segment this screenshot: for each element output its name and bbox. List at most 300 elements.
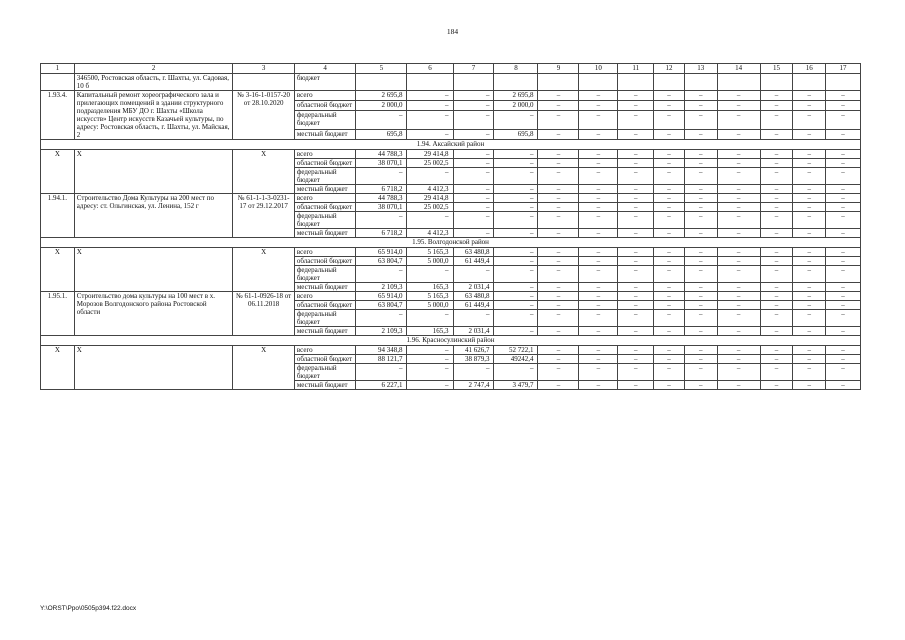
item-number: 1.94.1. [41,194,75,238]
value-cell: 44 788,3 [356,194,407,203]
value-cell [407,74,453,91]
value-cell [618,74,654,91]
value-cell: – [453,129,494,139]
value-cell: – [760,185,793,194]
value-cell: – [684,310,717,327]
value-cell: – [579,111,618,130]
value-cell: – [684,346,717,355]
value-cell: – [453,229,494,238]
value-cell: – [760,194,793,203]
header-cell: 14 [717,64,760,74]
value-cell: – [579,355,618,364]
value-cell: – [579,150,618,159]
table-row [41,346,861,355]
value-cell: 5 000,0 [407,301,453,310]
budget-table [40,63,861,390]
value-cell: – [654,248,685,257]
value-cell: – [684,159,717,168]
value-cell: – [538,327,579,336]
value-cell: – [538,129,579,139]
value-cell: – [579,327,618,336]
value-cell: 29 414,8 [407,150,453,159]
value-cell: – [654,203,685,212]
value-cell: – [654,212,685,229]
value-cell: 38 879,3 [453,355,494,364]
table-row [41,248,861,257]
value-cell: – [538,266,579,283]
value-cell: 65 914,0 [356,292,407,301]
value-cell: – [538,203,579,212]
value-cell [538,74,579,91]
value-cell: 4 412,3 [407,229,453,238]
value-cell: – [717,301,760,310]
value-cell: – [826,91,861,101]
value-cell: – [356,168,407,185]
value-cell: – [618,346,654,355]
item-number: 1.93.4. [41,91,75,140]
header-cell: 8 [494,64,538,74]
value-cell: – [579,159,618,168]
value-cell: – [793,257,826,266]
value-cell: – [793,355,826,364]
value-cell: 6 718,2 [356,185,407,194]
value-cell: – [579,310,618,327]
header-cell: 13 [684,64,717,74]
value-cell: – [654,229,685,238]
funding-source: всего [294,292,355,301]
item-document: № 61-1-0926-18 от 06.11.2018 [233,292,294,336]
value-cell: 49242,4 [494,355,538,364]
value-cell: – [793,129,826,139]
value-cell: 165,3 [407,283,453,292]
value-cell: – [654,327,685,336]
header-cell: 15 [760,64,793,74]
value-cell: 5 165,3 [407,292,453,301]
value-cell: 2 031,4 [453,283,494,292]
value-cell: – [494,212,538,229]
value-cell: – [760,266,793,283]
value-cell: – [760,229,793,238]
value-cell: – [538,257,579,266]
value-cell: – [717,310,760,327]
funding-source: всего [294,91,355,101]
value-cell: 2 109,3 [356,327,407,336]
value-cell: – [579,364,618,381]
value-cell: – [538,248,579,257]
value-cell: – [407,381,453,390]
value-cell: – [684,301,717,310]
value-cell: – [826,310,861,327]
header-cell: 4 [294,64,355,74]
value-cell: – [579,101,618,111]
value-cell: – [579,129,618,139]
value-cell: – [654,159,685,168]
value-cell: – [618,257,654,266]
value-cell: – [538,283,579,292]
funding-source: местный бюджет [294,327,355,336]
value-cell: – [453,101,494,111]
value-cell: 38 070,1 [356,203,407,212]
value-cell: – [453,159,494,168]
value-cell: – [717,91,760,101]
header-cell: 12 [654,64,685,74]
header-cell: 6 [407,64,453,74]
value-cell: – [654,257,685,266]
value-cell: 63 480,8 [453,292,494,301]
value-cell: – [717,159,760,168]
value-cell: – [717,381,760,390]
funding-source: федеральный бюджет [294,364,355,381]
value-cell: – [760,212,793,229]
value-cell: – [453,91,494,101]
value-cell: – [826,129,861,139]
value-cell: – [760,203,793,212]
page-number: 184 [446,27,459,36]
value-cell: – [407,346,453,355]
value-cell: – [494,194,538,203]
value-cell: 165,3 [407,327,453,336]
funding-source: местный бюджет [294,229,355,238]
value-cell: – [760,364,793,381]
value-cell: – [407,355,453,364]
value-cell: 6 227,1 [356,381,407,390]
value-cell: – [654,346,685,355]
value-cell: – [793,194,826,203]
value-cell: – [654,111,685,130]
value-cell: – [494,327,538,336]
value-cell: – [760,111,793,130]
value-cell: – [538,355,579,364]
value-cell: – [538,111,579,130]
value-cell: – [494,248,538,257]
value-cell: 65 914,0 [356,248,407,257]
value-cell: – [618,355,654,364]
value-cell: – [717,150,760,159]
value-cell: – [618,310,654,327]
value-cell: – [407,91,453,101]
value-cell: – [826,168,861,185]
value-cell: – [579,292,618,301]
value-cell: – [760,248,793,257]
value-cell: – [684,283,717,292]
value-cell: – [717,185,760,194]
value-cell: – [618,292,654,301]
funding-source: всего [294,346,355,355]
value-cell [826,74,861,91]
funding-source: федеральный бюджет [294,266,355,283]
value-cell: – [618,203,654,212]
value-cell: – [760,301,793,310]
value-cell: – [618,229,654,238]
value-cell: – [826,212,861,229]
value-cell: – [654,381,685,390]
value-cell: – [453,150,494,159]
value-cell: – [494,111,538,130]
value-cell: 63 480,8 [453,248,494,257]
value-cell: 4 412,3 [407,185,453,194]
value-cell: – [793,310,826,327]
item-description: Строительство Дома Культуры на 200 мест по адресу: ст. Ольгинская, ул. Ленина, 152 г [74,194,233,238]
value-cell: – [618,301,654,310]
value-cell: – [760,310,793,327]
value-cell: – [793,248,826,257]
value-cell: – [407,168,453,185]
value-cell: – [579,194,618,203]
value-cell: 695,8 [494,129,538,139]
item-number: Х [41,346,75,390]
value-cell: – [538,229,579,238]
item-description: Х [74,346,233,390]
value-cell: – [579,266,618,283]
value-cell: – [717,355,760,364]
header-cell: 7 [453,64,494,74]
value-cell: – [407,101,453,111]
value-cell: – [494,301,538,310]
value-cell: – [538,292,579,301]
value-cell: – [793,292,826,301]
value-cell: – [717,111,760,130]
value-cell: – [684,129,717,139]
value-cell: – [793,381,826,390]
value-cell: 25 002,5 [407,203,453,212]
value-cell: – [717,364,760,381]
value-cell: – [793,327,826,336]
value-cell: – [684,168,717,185]
value-cell: – [717,266,760,283]
header-cell: 2 [74,64,233,74]
item-description: Х [74,150,233,194]
value-cell: – [760,150,793,159]
value-cell: – [684,292,717,301]
value-cell: – [684,364,717,381]
value-cell: – [717,129,760,139]
section-row [41,336,861,346]
value-cell: – [760,292,793,301]
section-title: 1.94. Аксайский район [41,140,861,150]
value-cell: – [453,266,494,283]
value-cell: – [453,212,494,229]
value-cell: – [654,266,685,283]
value-cell: – [826,203,861,212]
value-cell: – [793,364,826,381]
item-document [233,74,294,91]
funding-source: федеральный бюджет [294,310,355,327]
value-cell: – [826,150,861,159]
value-cell: – [793,229,826,238]
value-cell: 5 165,3 [407,248,453,257]
value-cell: – [717,194,760,203]
funding-source: областной бюджет [294,257,355,266]
value-cell: – [494,203,538,212]
value-cell: – [826,301,861,310]
value-cell: – [793,150,826,159]
value-cell: – [717,229,760,238]
value-cell [494,74,538,91]
value-cell: – [407,266,453,283]
value-cell: – [717,346,760,355]
value-cell: – [494,229,538,238]
value-cell: – [654,364,685,381]
value-cell: – [684,185,717,194]
value-cell: – [684,248,717,257]
item-document: Х [233,248,294,292]
value-cell: – [579,301,618,310]
value-cell: – [684,91,717,101]
value-cell: – [826,257,861,266]
item-document: № 61-1-1-3-0231-17 от 29.12.2017 [233,194,294,238]
funding-source: областной бюджет [294,355,355,364]
value-cell [579,74,618,91]
funding-source: федеральный бюджет [294,111,355,130]
value-cell: – [684,101,717,111]
value-cell: – [407,364,453,381]
value-cell: – [684,257,717,266]
value-cell: – [760,168,793,185]
value-cell: – [579,283,618,292]
value-cell: – [618,212,654,229]
value-cell: – [618,327,654,336]
value-cell: – [494,150,538,159]
value-cell: – [453,111,494,130]
value-cell: – [684,266,717,283]
value-cell: – [793,168,826,185]
value-cell: – [654,301,685,310]
footer-path: Y:\ORST\Ppo\0505p394.f22.docx [40,605,137,612]
value-cell [356,74,407,91]
value-cell: – [618,111,654,130]
value-cell: – [717,212,760,229]
value-cell: – [760,91,793,101]
item-description: Капитальный ремонт хореографического зала и прилегающих помещений в здании структурного подразделения МБУ ДО г. Шахты «Школа искусств» Центр искусств Казачьей культуры, по адресу: Ростовская область, г. Шахты, ул. Майская, 2 [74,91,233,140]
value-cell: – [407,111,453,130]
value-cell [654,74,685,91]
value-cell: – [407,129,453,139]
table-row [41,150,861,159]
value-cell: – [494,364,538,381]
value-cell: – [618,101,654,111]
value-cell: – [684,355,717,364]
funding-source: бюджет [294,74,355,91]
value-cell: 63 804,7 [356,301,407,310]
value-cell: – [654,310,685,327]
value-cell: – [494,168,538,185]
value-cell: – [684,381,717,390]
funding-source: областной бюджет [294,301,355,310]
value-cell: – [760,327,793,336]
item-document: Х [233,150,294,194]
value-cell: 52 722,1 [494,346,538,355]
value-cell: 2 747,4 [453,381,494,390]
item-document: Х [233,346,294,390]
value-cell: – [453,168,494,185]
value-cell: – [579,203,618,212]
value-cell [793,74,826,91]
value-cell: – [494,310,538,327]
value-cell: – [760,381,793,390]
header-cell: 9 [538,64,579,74]
value-cell: – [618,168,654,185]
value-cell: – [654,355,685,364]
value-cell [760,74,793,91]
value-cell: – [826,159,861,168]
item-description: Строительство дома культуры на 100 мест в х. Морозов Волгодонского района Ростовской области [74,292,233,336]
value-cell [453,74,494,91]
value-cell: – [407,310,453,327]
value-cell: – [793,283,826,292]
value-cell: – [356,266,407,283]
value-cell: – [453,310,494,327]
value-cell: – [826,248,861,257]
value-cell: – [826,266,861,283]
value-cell: 41 626,7 [453,346,494,355]
value-cell: – [579,257,618,266]
value-cell: – [793,101,826,111]
value-cell: – [654,150,685,159]
value-cell: – [538,364,579,381]
value-cell: – [760,159,793,168]
value-cell: – [684,229,717,238]
value-cell: 2 695,8 [356,91,407,101]
value-cell: – [618,381,654,390]
value-cell: – [494,257,538,266]
value-cell: – [618,185,654,194]
value-cell: – [618,150,654,159]
value-cell: – [654,292,685,301]
value-cell: – [826,283,861,292]
value-cell: – [760,346,793,355]
header-cell: 17 [826,64,861,74]
value-cell: – [717,257,760,266]
value-cell: – [356,310,407,327]
value-cell: – [494,159,538,168]
header-cell: 5 [356,64,407,74]
value-cell: – [684,212,717,229]
header-cell: 1 [41,64,75,74]
table-row [41,194,861,203]
value-cell: 25 002,5 [407,159,453,168]
value-cell: – [793,301,826,310]
value-cell: – [684,203,717,212]
funding-source: местный бюджет [294,283,355,292]
table-row [41,292,861,301]
value-cell: – [684,327,717,336]
value-cell: 61 449,4 [453,301,494,310]
value-cell: – [717,283,760,292]
value-cell: – [654,129,685,139]
value-cell: – [654,168,685,185]
value-cell: – [538,194,579,203]
value-cell: – [717,327,760,336]
value-cell: – [618,266,654,283]
value-cell: – [538,301,579,310]
value-cell: 2 031,4 [453,327,494,336]
section-row [41,140,861,150]
value-cell: – [760,257,793,266]
value-cell: – [356,111,407,130]
value-cell: – [618,129,654,139]
value-cell: – [579,91,618,101]
value-cell: – [538,310,579,327]
value-cell: – [717,101,760,111]
value-cell: – [618,364,654,381]
value-cell: – [760,355,793,364]
value-cell: – [579,248,618,257]
value-cell: – [494,283,538,292]
value-cell: – [579,185,618,194]
value-cell: – [453,185,494,194]
value-cell: – [494,292,538,301]
value-cell: – [760,129,793,139]
